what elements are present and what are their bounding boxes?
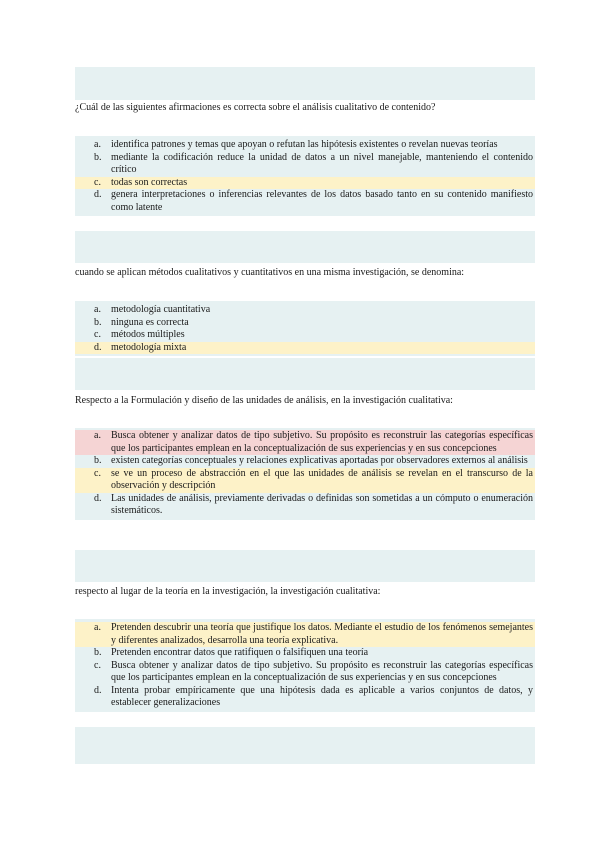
option-d[interactable] [75,342,535,355]
option-label: se ve un proceso de abstracción en el que las unidades de análisis se revelan en el transcurso de la observación y descripción [111,467,533,491]
option-letter: c. [94,176,101,188]
option-label: mediante la codificación reduce la unidad de datos a un nivel manejable, manteniendo el contenido crítico [111,151,533,175]
option-a[interactable] [75,430,535,455]
header-band [75,67,535,100]
option-label: metodología cuantitativa [111,304,211,315]
header-band [75,231,535,263]
option-letter: b. [94,455,102,466]
option-letter: b. [94,647,102,658]
option-b[interactable] [75,152,535,177]
option-label: genera interpretaciones o inferencias relevantes de los datos basado tanto en su contenido manifiesto como latente [111,189,533,213]
option-b[interactable] [75,647,535,660]
option-letter: d. [94,189,102,200]
question-text: Respecto a la Formulación y diseño de las unidades de análisis, en la investigación cualitativa: [75,394,535,408]
option-d[interactable] [75,685,535,710]
option-b[interactable] [75,317,535,330]
option-label: Las unidades de análisis, previamente derivadas o definidas son sometidas a un cómputo o enumeración sistemáticos. [111,492,533,516]
options-list [75,428,535,520]
option-letter: a. [94,304,101,315]
option-label: ninguna es correcta [111,316,189,328]
option-letter: b. [94,316,102,328]
option-letter: a. [94,622,101,633]
option-letter: c. [94,329,101,340]
option-label: métodos múltiples [111,329,185,340]
footer-band [75,727,535,764]
question-text: respecto al lugar de la teoría en la investigación, la investigación cualitativa: [75,585,535,599]
options-list [75,136,535,216]
option-a[interactable] [75,622,535,647]
option-letter: a. [94,430,101,441]
header-band [75,550,535,582]
options-list [75,301,535,356]
option-c[interactable] [75,177,535,190]
option-letter: c. [94,659,101,671]
option-b[interactable] [75,455,535,468]
option-label: Busca obtener y analizar datos de tipo subjetivo. Su propósito es reconstruir las categorías específicas que los participantes emplean en la conceptualización de sus experiencias y en sus concepciones [111,430,533,454]
option-a[interactable] [75,304,535,317]
option-label: metodología mixta [111,341,187,353]
option-label: identifica patrones y temas que apoyan o refutan las hipótesis existentes o revelan nuevas teorías [111,139,498,150]
option-letter: d. [94,492,102,504]
option-letter: a. [94,139,101,150]
question-text: cuando se aplican métodos cualitativos y cuantitativos en una misma investigación, se denomina: [75,266,535,280]
question-text: ¿Cuál de las siguientes afirmaciones es correcta sobre el análisis cualitativo de contenido? [75,101,535,115]
option-label: todas son correctas [111,176,188,188]
option-label: Intenta probar empíricamente que una hipótesis dada es aplicable a varios conjuntos de datos, y establecer generalizaciones [111,684,533,708]
option-letter: b. [94,151,102,163]
option-label: Pretenden encontrar datos que ratifiquen o falsifiquen una teoría [111,647,369,658]
option-label: Pretenden descubrir una teoría que justifique los datos. Mediante el estudio de los fenómenos semejantes y diferentes analizados, desarrolla una teoría explicativa. [111,622,533,646]
option-letter: d. [94,341,102,353]
header-band [75,358,535,390]
option-letter: c. [94,467,101,479]
option-c[interactable] [75,329,535,342]
option-c[interactable] [75,660,535,685]
option-c[interactable] [75,468,535,493]
options-list [75,619,535,712]
option-a[interactable] [75,139,535,152]
option-d[interactable] [75,493,535,518]
option-letter: d. [94,684,102,696]
option-label: existen categorías conceptuales y relaciones explicativas aportadas por observadores externos al análisis [111,455,528,466]
option-label: Busca obtener y analizar datos de tipo subjetivo. Su propósito es reconstruir las categorías específicas que los participantes emplean en la conceptualización de sus experiencias y en sus concepciones [111,659,533,683]
option-d[interactable] [75,189,535,214]
